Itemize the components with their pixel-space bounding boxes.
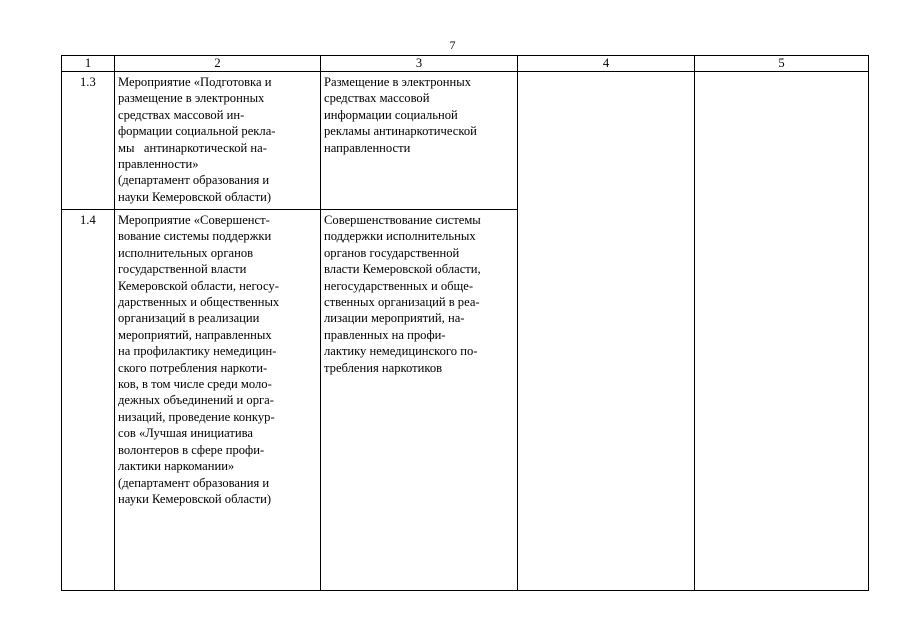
header-col-3: 3 — [415, 56, 423, 70]
row-1-4-description: Совершенствование системы поддержки исполнительных органов государственной власти Кемеровской области, негосударственных и обще- ственных организаций в реа- лизации мероприятий, на- правленных на профи- лактику немедицинского по- требления наркотиков — [324, 213, 481, 375]
measures-table — [61, 55, 869, 591]
row-1-3-number: 1.3 — [80, 75, 96, 89]
row-divider — [62, 209, 518, 210]
header-col-4: 4 — [602, 56, 610, 70]
header-col-5: 5 — [778, 56, 785, 70]
column-divider — [320, 56, 321, 590]
row-1-3-measure: Мероприятие «Подготовка и размещение в электронных средствах массовой ин- формации социальной рекла- мы антинаркотической на- правленности» (департамент образования и науки Кемеровской области) — [118, 75, 276, 204]
row-1-3-description: Размещение в электронных средствах массовой информации социальной рекламы антинаркотической направленности — [324, 75, 477, 155]
column-divider — [517, 56, 518, 590]
header-col-2: 2 — [214, 56, 221, 70]
column-divider — [114, 56, 115, 590]
page-number: 7 — [449, 38, 456, 52]
header-col-1: 1 — [84, 56, 92, 70]
column-divider — [694, 56, 695, 590]
row-1-4-number: 1.4 — [80, 213, 96, 227]
header-divider — [62, 71, 868, 72]
row-1-4-measure: Мероприятие «Совершенст- вование системы поддержки исполнительных органов государственной власти Кемеровской области, негосу- дарственных и общественных организаций в реализации мероприятий, направленных на профилактику немедицин- ского потребления наркоти- ков, в том числе среди моло- дежных объединений и орга- низаций, проведение конкур- сов «Лучшая инициатива волонтеров в сфере профи- лактики наркомании» (департамент образования и науки Кемеровской области) — [118, 213, 280, 506]
